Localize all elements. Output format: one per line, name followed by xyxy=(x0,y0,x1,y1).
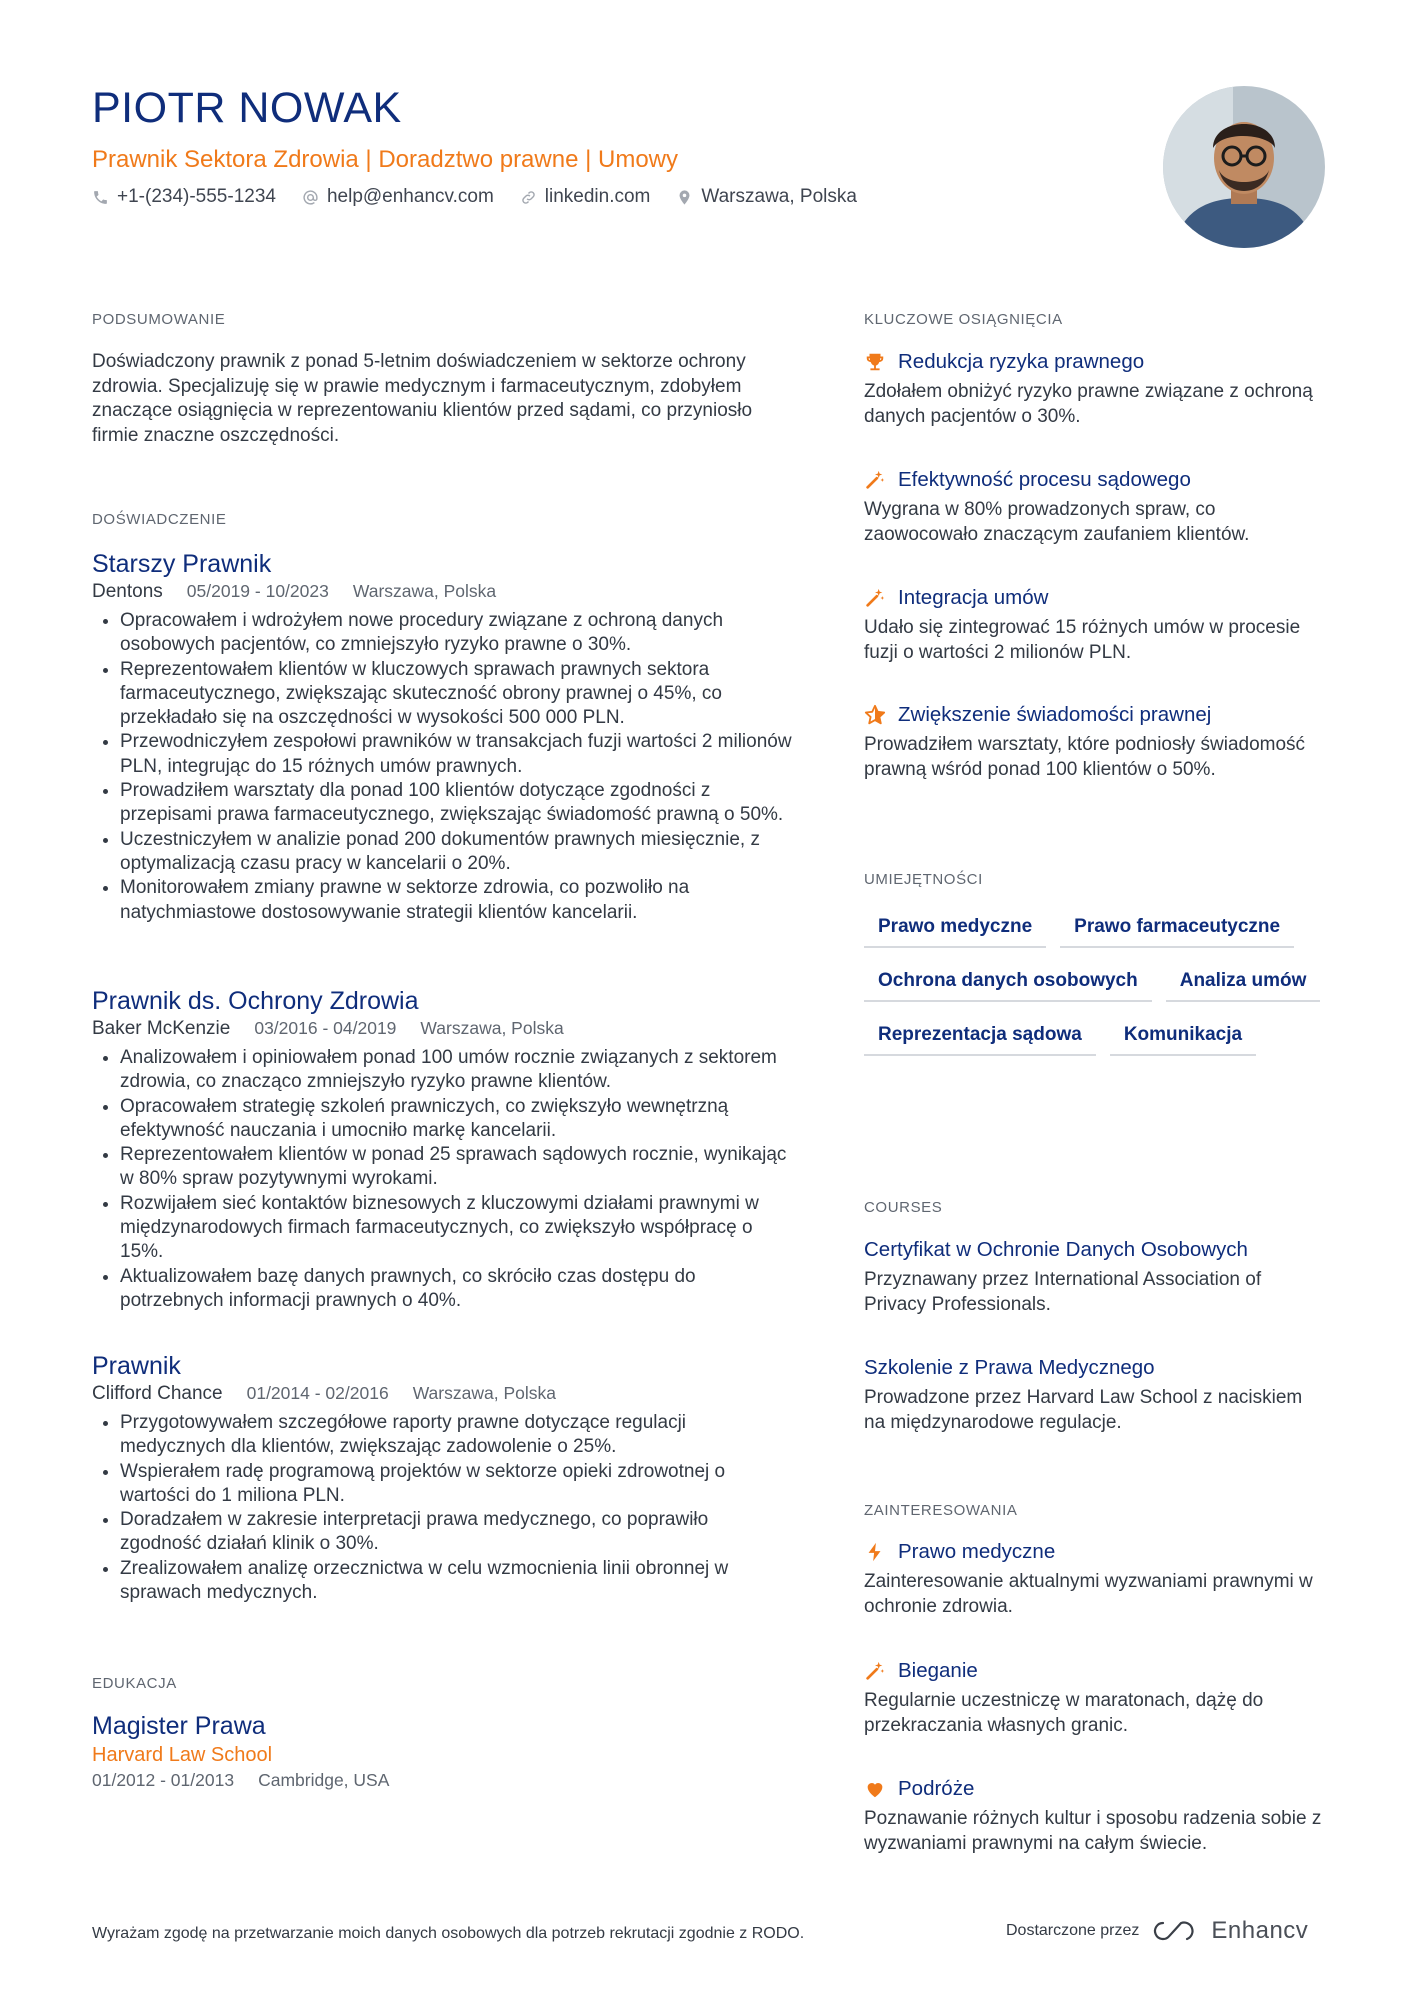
list-item: • Uczestniczyłem w analizie ponad 200 dokumentów prawnych miesięcznie, z optymalizacją czasu pracy w kancelarii o 20%. xyxy=(120,828,792,877)
job-company: Dentons xyxy=(92,581,163,602)
lightning-icon xyxy=(864,1541,886,1563)
magic-wand-icon xyxy=(864,587,886,609)
contact-location-text: Warszawa, Polska xyxy=(701,186,857,207)
education-dates: 01/2012 - 01/2013 xyxy=(92,1770,235,1790)
at-icon xyxy=(302,189,319,206)
list-item: • Zrealizowałem analizę orzecznictwa w celu wzmocnienia linii obronnej w sprawach medycznych. xyxy=(120,1557,792,1606)
skill-tag: Ochrona danych osobowych xyxy=(864,962,1152,1002)
powered-by-label: Dostarczone przez xyxy=(1006,1922,1140,1939)
interest-title: Podróże xyxy=(898,1777,975,1800)
list-item: • Aktualizowałem bazę danych prawnych, co skróciło czas dostępu do potrzebnych informacji prawnych o 40%. xyxy=(120,1265,792,1314)
job-entry xyxy=(92,1352,792,1605)
list-item: • Wspierałem radę programową projektów w sektorze opieki zdrowotnej o wartości do 1 miliona PLN. xyxy=(120,1460,792,1509)
list-item: • Przewodniczyłem zespołowi prawników w transakcjach fuzji wartości 2 milionów PLN, integrując do 15 różnych umów prawnych. xyxy=(120,730,792,779)
job-location: Warszawa, Polska xyxy=(412,1383,556,1403)
list-item: • Prowadziłem warsztaty dla ponad 100 klientów dotyczące zgodności z przepisami prawa farmaceutycznego, zwiększając świadomość prawną o 50%. xyxy=(120,779,792,828)
list-item: • Przygotowywałem szczegółowe raporty prawne dotyczące regulacji medycznych dla klientów, zwiększając zadowolenie o 25%. xyxy=(120,1411,792,1460)
profile-photo-image xyxy=(1163,86,1325,248)
interest-item xyxy=(864,1540,1324,1619)
phone-icon xyxy=(92,189,109,206)
summary-section-title: PODSUMOWANIE xyxy=(92,311,226,328)
job-dates: 03/2016 - 04/2019 xyxy=(254,1018,397,1038)
skill-tag: Prawo medyczne xyxy=(864,908,1046,948)
job-bullets xyxy=(92,609,792,925)
list-item: • Analizowałem i opiniowałem ponad 100 umów rocznie związanych z sektorem zdrowia, co znacząco zmniejszyło ryzyko prawne klientów. xyxy=(120,1046,792,1095)
list-item: • Opracowałem i wdrożyłem nowe procedury związane z ochroną danych osobowych pacjentów, co zmniejszyło ryzyko prawne o 30%. xyxy=(120,609,792,658)
job-company: Baker McKenzie xyxy=(92,1018,231,1039)
heart-icon xyxy=(864,1778,886,1800)
list-item: • Reprezentowałem klientów w ponad 25 sprawach sądowych rocznie, wynikając w 80% spraw pozytywnymi wyrokami. xyxy=(120,1143,792,1192)
job-meta xyxy=(92,1383,792,1405)
list-item: • Doradzałem w zakresie interpretacji prawa medycznego, co poprawiło zgodność działań klinik o 30%. xyxy=(120,1508,792,1557)
interest-title: Prawo medyczne xyxy=(898,1540,1056,1563)
interest-item xyxy=(864,1659,1324,1738)
education-degree: Magister Prawa xyxy=(92,1712,266,1740)
achievement-title: Integracja umów xyxy=(898,586,1049,609)
job-entry xyxy=(92,550,792,925)
course-desc: Prowadzone przez Harvard Law School z naciskiem na międzynarodowe regulacje. xyxy=(864,1387,1303,1433)
interests-section-title: ZAINTERESOWANIA xyxy=(864,1502,1018,1519)
contact-linkedin-text: linkedin.com xyxy=(544,186,651,207)
job-location: Warszawa, Polska xyxy=(420,1018,564,1038)
job-company: Clifford Chance xyxy=(92,1383,223,1404)
education-school: Harvard Law School xyxy=(92,1744,273,1766)
powered-by[interactable] xyxy=(1006,1917,1308,1945)
enhancv-logo-icon xyxy=(1151,1919,1199,1943)
summary-text: Doświadczony prawnik z ponad 5-letnim doświadczeniem w sektorze ochrony zdrowia. Specjalizuję się w prawie medycznym i farmaceutycznym, zdobyłem znaczące osiągnięcia w reprezentowaniu klientów przed sądami, co przyniosło firmie znaczne oszczędności. xyxy=(92,351,753,446)
magic-wand-icon xyxy=(864,1660,886,1682)
interest-item xyxy=(864,1777,1324,1856)
job-title: Starszy Prawnik xyxy=(92,550,272,578)
achievement-title: Efektywność procesu sądowego xyxy=(898,468,1191,491)
job-dates: 05/2019 - 10/2023 xyxy=(186,581,329,601)
interest-desc: Poznawanie różnych kultur i sposobu radzenia sobie z wyzwaniami prawnymi na całym świecie. xyxy=(864,1808,1322,1854)
education-section-title: EDUKACJA xyxy=(92,1675,177,1692)
job-bullets xyxy=(92,1046,792,1313)
course-item xyxy=(864,1238,1324,1317)
interest-title: Bieganie xyxy=(898,1659,978,1682)
achievements-section-title: KLUCZOWE OSIĄGNIĘCIA xyxy=(864,311,1063,328)
skill-tag: Komunikacja xyxy=(1110,1016,1256,1056)
list-item: • Rozwijałem sieć kontaktów biznesowych z kluczowymi działami prawnymi w międzynarodowych firmach farmaceutycznych, co zwiększyło współpracę o 15%. xyxy=(120,1192,792,1265)
achievement-desc: Prowadziłem warsztaty, które podniosły świadomość prawną wśród ponad 100 klientów o 50%. xyxy=(864,734,1306,780)
achievement-item xyxy=(864,350,1324,429)
contact-phone[interactable] xyxy=(92,186,276,208)
job-dates: 01/2014 - 02/2016 xyxy=(246,1383,389,1403)
contact-email[interactable] xyxy=(302,186,494,208)
experience-section-title: DOŚWIADCZENIE xyxy=(92,511,227,528)
education-location: Cambridge, USA xyxy=(258,1770,390,1790)
contact-bar xyxy=(92,186,857,208)
skill-tag: Analiza umów xyxy=(1166,962,1321,1002)
job-meta xyxy=(92,581,792,603)
job-title: Prawnik xyxy=(92,1352,181,1380)
location-pin-icon xyxy=(676,189,693,206)
contact-phone-text: +1-(234)-555-1234 xyxy=(117,186,276,207)
headline: Prawnik Sektora Zdrowia | Doradztwo prawne | Umowy xyxy=(92,146,679,173)
brand-name: Enhancv xyxy=(1211,1917,1309,1944)
skill-tag: Reprezentacja sądowa xyxy=(864,1016,1096,1056)
list-item: • Monitorowałem zmiany prawne w sektorze zdrowia, co pozwoliło na natychmiastowe dostosowywanie strategii klientów kancelarii. xyxy=(120,876,792,925)
education-meta xyxy=(92,1770,792,1791)
job-meta xyxy=(92,1018,792,1040)
course-item xyxy=(864,1356,1324,1435)
job-bullets xyxy=(92,1411,792,1605)
trophy-icon xyxy=(864,351,886,373)
skills-section-title: UMIEJĘTNOŚCI xyxy=(864,871,983,888)
education-entry xyxy=(92,1712,792,1791)
achievement-desc: Udało się zintegrować 15 różnych umów w procesie fuzji o wartości 2 milionów PLN. xyxy=(864,617,1301,663)
gdpr-consent: Wyrażam zgodę na przetwarzanie moich danych osobowych dla potrzeb rekrutacji zgodnie z RODO. xyxy=(92,1925,805,1942)
interest-desc: Regularnie uczestniczę w maratonach, dążę do przekraczania własnych granic. xyxy=(864,1690,1264,1736)
achievement-item xyxy=(864,703,1324,782)
candidate-name: PIOTR NOWAK xyxy=(92,84,402,132)
profile-photo xyxy=(1163,86,1325,248)
skill-tag: Prawo farmaceutyczne xyxy=(1060,908,1294,948)
list-item: • Opracowałem strategię szkoleń prawniczych, co zwiększyło wewnętrzną efektywność nauczania i umocniło markę kancelarii. xyxy=(120,1095,792,1144)
job-title: Prawnik ds. Ochrony Zdrowia xyxy=(92,987,419,1015)
course-title: Certyfikat w Ochronie Danych Osobowych xyxy=(864,1238,1248,1261)
interest-desc: Zainteresowanie aktualnymi wyzwaniami prawnymi w ochronie zdrowia. xyxy=(864,1571,1313,1617)
achievement-title: Zwiększenie świadomości prawnej xyxy=(898,703,1212,726)
skills-list xyxy=(864,908,1324,1056)
courses-section-title: COURSES xyxy=(864,1199,943,1216)
course-title: Szkolenie z Prawa Medycznego xyxy=(864,1356,1155,1379)
contact-linkedin[interactable] xyxy=(520,186,651,208)
achievement-item xyxy=(864,468,1324,547)
star-icon xyxy=(864,704,886,726)
achievement-desc: Wygrana w 80% prowadzonych spraw, co zaowocowało znaczącym zaufaniem klientów. xyxy=(864,499,1250,545)
achievement-desc: Zdołałem obniżyć ryzyko prawne związane z ochroną danych pacjentów o 30%. xyxy=(864,381,1313,427)
achievement-item xyxy=(864,586,1324,665)
link-icon xyxy=(520,189,537,206)
list-item: • Reprezentowałem klientów w kluczowych sprawach prawnych sektora farmaceutycznego, zwiększając skuteczność obrony prawnej o 45%, co przekładało się na oszczędności w wysokości 500 000 PLN. xyxy=(120,658,792,731)
contact-location xyxy=(676,186,857,208)
job-location: Warszawa, Polska xyxy=(352,581,497,601)
job-entry xyxy=(92,987,792,1313)
course-desc: Przyznawany przez International Association of Privacy Professionals. xyxy=(864,1269,1262,1315)
achievement-title: Redukcja ryzyka prawnego xyxy=(898,350,1145,373)
contact-email-text: help@enhancv.com xyxy=(326,186,494,207)
magic-wand-icon xyxy=(864,469,886,491)
